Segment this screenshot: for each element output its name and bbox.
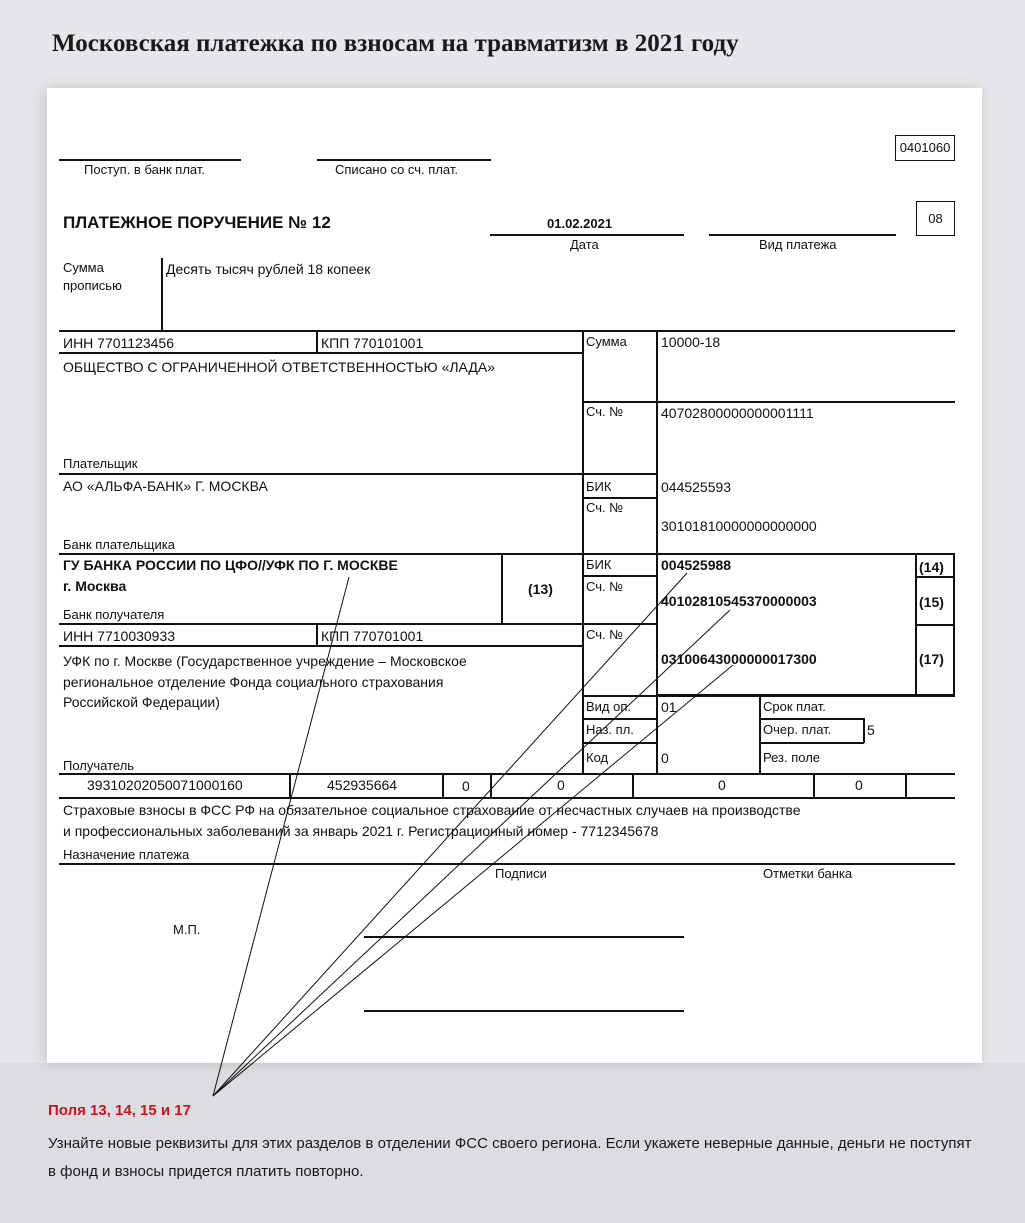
pointer-field-15: [213, 610, 730, 1096]
purpose-line2: и профессиональных заболеваний за январь 2021 г. Регистрационный номер - 7712345678: [63, 823, 659, 839]
recipient-account: 03100643000000017300: [661, 651, 817, 667]
field-107: 0: [557, 777, 565, 793]
recipient-bank-label: Банк получателя: [63, 607, 165, 622]
note-body: Узнайте новые реквизиты для этих разделов в отделении ФСС своего региона. Если укажете неверные данные, деньги не поступят в фонд и взносы придется платить повторно.: [48, 1135, 972, 1180]
field-109: 0: [855, 777, 863, 793]
recipient-name-1: УФК по г. Москве (Государственное учреждение – Московское: [63, 653, 467, 669]
signatures-label: Подписи: [495, 866, 547, 881]
code-value: 0: [661, 750, 669, 766]
priority-label: Очер. плат.: [763, 722, 832, 737]
recipient-name-3: Российской Федерации): [63, 694, 220, 710]
payer-bik: 044525593: [661, 479, 732, 495]
form-code: 0401060: [895, 135, 955, 161]
pointer-field-14: [213, 573, 687, 1096]
recipient-bank-line2: г. Москва: [63, 578, 127, 594]
sum-words-label-2: прописью: [63, 278, 122, 293]
term-label: Срок плат.: [763, 699, 826, 714]
recipient-inn: ИНН 7710030933: [63, 628, 176, 644]
recipient-label: Получатель: [63, 758, 135, 773]
payer-label: Плательщик: [63, 456, 138, 471]
payer-bank: АО «АЛЬФА-БАНК» Г. МОСКВА: [63, 478, 268, 494]
sum-words: Десять тысяч рублей 18 копеек: [166, 261, 371, 277]
recipient-bank-account: 40102810545370000003: [661, 593, 817, 609]
field-14-marker: (14): [919, 559, 944, 575]
sum-words-label-1: Сумма: [63, 260, 104, 275]
oktmo: 452935664: [327, 777, 398, 793]
pointer-field-13: [213, 577, 349, 1096]
received-label: Поступ. в банк плат.: [84, 162, 206, 177]
pointer-field-17: [213, 665, 733, 1096]
debited-label: Списано со сч. плат.: [335, 162, 458, 177]
status-code-box: 08: [916, 201, 955, 236]
reserve-label: Рез. поле: [763, 750, 821, 765]
payer-bank-account: 30101810000000000000: [661, 518, 817, 534]
field-108: 0: [718, 777, 726, 793]
op-type: 01: [661, 699, 677, 715]
purpose-code-label: Наз. пл.: [586, 722, 634, 737]
sum-label: Сумма: [586, 334, 627, 349]
purpose-line1: Страховые взносы в ФСС РФ на обязательное социальное страхование от несчастных случаев на производстве: [63, 802, 801, 818]
code-label: Код: [586, 750, 609, 765]
field-13-marker: (13): [528, 581, 553, 597]
form-title: ПЛАТЕЖНОЕ ПОРУЧЕНИЕ № 12: [63, 213, 331, 232]
field-15-marker: (15): [919, 594, 944, 610]
stamp-label: М.П.: [173, 922, 201, 937]
sum-value: 10000-18: [661, 334, 721, 350]
date-value: 01.02.2021: [547, 216, 613, 231]
priority-value: 5: [867, 722, 875, 738]
payer-account-label: Сч. №: [586, 404, 624, 419]
date-label: Дата: [570, 237, 599, 252]
page-title: Московская платежка по взносам на травматизм в 2021 году: [52, 30, 739, 57]
payment-type-label: Вид платежа: [759, 237, 837, 252]
payer-inn: ИНН 7701123456: [63, 335, 174, 351]
recipient-bank-account-label: Сч. №: [586, 579, 624, 594]
payer-bik-label: БИК: [586, 479, 612, 494]
payer-account: 40702800000000001111: [661, 405, 814, 421]
recipient-bik: 004525988: [661, 557, 732, 573]
note-title: Поля 13, 14, 15 и 17: [48, 1102, 191, 1119]
recipient-kpp: КПП 770701001: [321, 628, 424, 644]
op-type-label: Вид оп.: [586, 699, 632, 714]
bank-marks-label: Отметки банка: [763, 866, 853, 881]
field-106: 0: [462, 778, 470, 794]
purpose-label: Назначение платежа: [63, 847, 190, 862]
recipient-account-label: Сч. №: [586, 627, 624, 642]
recipient-bank-line1: ГУ БАНКА РОССИИ ПО ЦФО//УФК ПО Г. МОСКВЕ: [63, 557, 398, 573]
kbk: 39310202050071000160: [87, 777, 243, 793]
recipient-name-2: региональное отделение Фонда социального страхования: [63, 674, 444, 690]
payer-bank-label: Банк плательщика: [63, 537, 175, 552]
payer-bank-account-label: Сч. №: [586, 500, 624, 515]
recipient-bik-label: БИК: [586, 557, 612, 572]
payer-kpp: КПП 770101001: [321, 335, 424, 351]
field-17-marker: (17): [919, 651, 944, 667]
payer-name: ОБЩЕСТВО С ОГРАНИЧЕННОЙ ОТВЕТСТВЕННОСТЬЮ «ЛАДА»: [63, 359, 495, 375]
